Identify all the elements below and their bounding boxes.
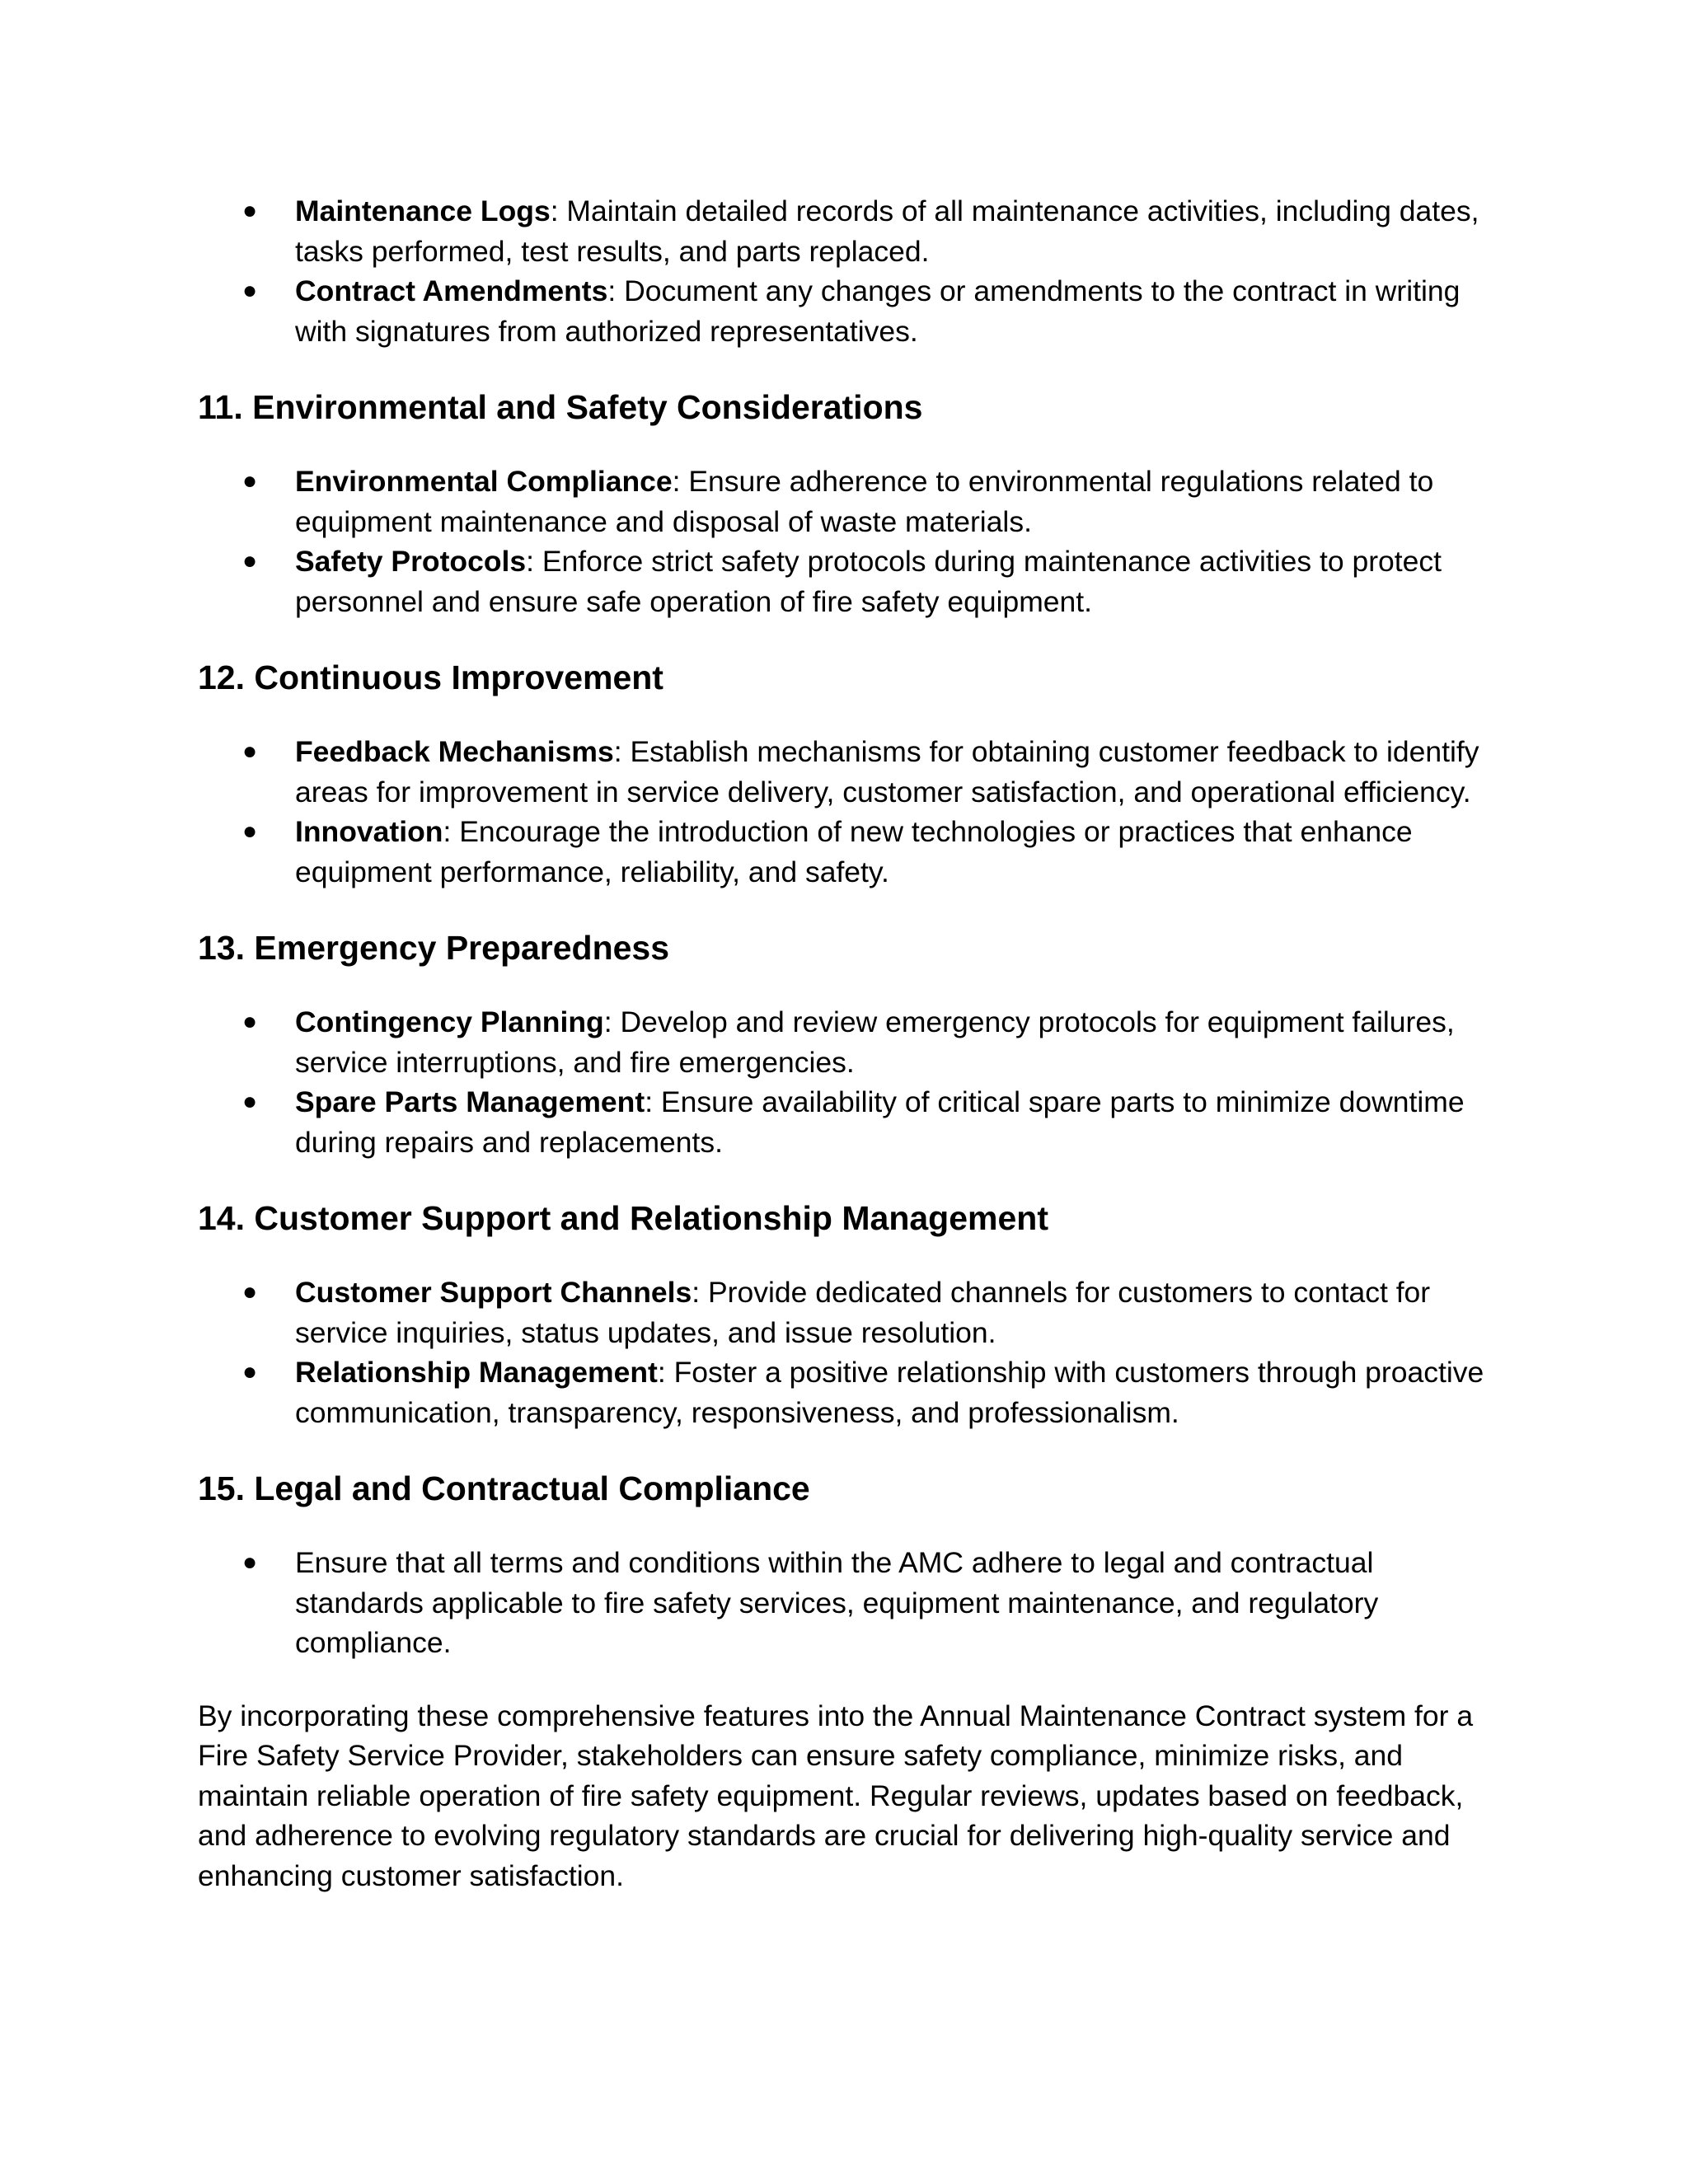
item-term: Contract Amendments <box>295 274 608 307</box>
item-text: : Maintain detailed records of all maintenance activities, including dates, tasks performed, test results, and parts replaced. <box>295 194 1479 268</box>
item-text: : Develop and review emergency protocols for equipment failures, service interruptions, and fire emergencies. <box>295 1005 1455 1079</box>
item-term: Relationship Management <box>295 1356 658 1389</box>
bullet-icon: ● <box>242 738 258 765</box>
bullet-list <box>198 1272 1500 1432</box>
list-item <box>198 1002 1500 1082</box>
bullet-icon: ● <box>242 818 258 845</box>
intro-bullet-list <box>198 191 1500 351</box>
item-text: : Provide dedicated channels for customers to contact for service inquiries, status updates, and issue resolution. <box>295 1276 1431 1349</box>
bullet-icon: ● <box>242 1358 258 1385</box>
bullet-list <box>198 732 1500 892</box>
section-heading: 11. Environmental and Safety Considerations <box>198 388 923 426</box>
list-item <box>198 1272 1500 1352</box>
section-heading: 12. Continuous Improvement <box>198 658 663 696</box>
bullet-icon: ● <box>242 467 258 494</box>
section-customer-support <box>198 1197 1500 1432</box>
closing-paragraph: By incorporating these comprehensive features into the Annual Maintenance Contract system for a Fire Safety Service Provider, stakeholders can ensure safety compliance, minimize risks, and maintain reliable operation of fire safety equipment. Regular reviews, updates based on feedback, and adherence to evolving regulatory standards are crucial for delivering high-quality service and enhancing customer satisfaction. <box>198 1699 1474 1892</box>
bullet-icon: ● <box>242 1008 258 1035</box>
item-text: Ensure that all terms and conditions within the AMC adhere to legal and contractual standards applicable to fire safety services, equipment maintenance, and regulatory compliance. <box>295 1546 1379 1659</box>
item-text: : Ensure availability of critical spare parts to minimize downtime during repairs and replacements. <box>295 1085 1465 1159</box>
list-item <box>198 1082 1500 1162</box>
item-text: : Encourage the introduction of new technologies or practices that enhance equipment performance, reliability, and safety. <box>295 815 1413 888</box>
document-page <box>198 191 1500 1896</box>
item-term: Customer Support Channels <box>295 1276 692 1309</box>
section-heading: 14. Customer Support and Relationship Management <box>198 1199 1048 1237</box>
item-term: Safety Protocols <box>295 545 527 578</box>
item-text: : Ensure adherence to environmental regulations related to equipment maintenance and disposal of waste materials. <box>295 465 1434 538</box>
list-item <box>198 1543 1500 1663</box>
item-text: : Foster a positive relationship with customers through proactive communication, transparency, responsiveness, and professionalism. <box>295 1356 1484 1429</box>
section-environmental-safety <box>198 386 1500 621</box>
item-text: : Establish mechanisms for obtaining customer feedback to identify areas for improvement in service delivery, customer satisfaction, and operational efficiency. <box>295 735 1479 808</box>
bullet-icon: ● <box>242 197 258 224</box>
list-item <box>198 271 1500 351</box>
bullet-icon: ● <box>242 277 258 304</box>
section-heading: 13. Emergency Preparedness <box>198 929 670 967</box>
bullet-list <box>198 1543 1500 1663</box>
bullet-icon: ● <box>242 1549 258 1576</box>
item-term: Environmental Compliance <box>295 465 673 498</box>
section-emergency-preparedness <box>198 926 1500 1162</box>
item-term: Innovation <box>295 815 443 848</box>
list-item <box>198 191 1500 271</box>
list-item <box>198 1352 1500 1432</box>
bullet-list <box>198 1002 1500 1162</box>
section-continuous-improvement <box>198 656 1500 892</box>
item-term: Feedback Mechanisms <box>295 735 614 768</box>
bullet-icon: ● <box>242 547 258 574</box>
section-legal-compliance <box>198 1467 1500 1663</box>
list-item <box>198 462 1500 541</box>
item-term: Spare Parts Management <box>295 1085 645 1118</box>
list-item <box>198 812 1500 892</box>
list-item <box>198 732 1500 812</box>
item-term: Maintenance Logs <box>295 194 551 227</box>
bullet-list <box>198 462 1500 621</box>
bullet-icon: ● <box>242 1278 258 1305</box>
list-item <box>198 541 1500 621</box>
item-text: : Document any changes or amendments to the contract in writing with signatures from authorized representatives. <box>295 274 1461 348</box>
item-term: Contingency Planning <box>295 1005 604 1038</box>
bullet-icon: ● <box>242 1088 258 1115</box>
item-text: : Enforce strict safety protocols during maintenance activities to protect personnel and ensure safe operation of fire safety equipment. <box>295 545 1442 618</box>
section-heading: 15. Legal and Contractual Compliance <box>198 1469 810 1507</box>
